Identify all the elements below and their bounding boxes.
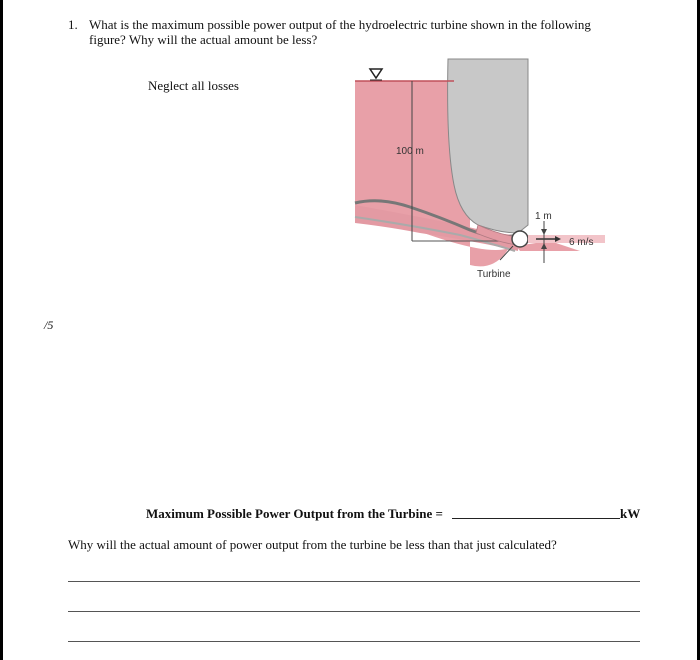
followup-question: Why will the actual amount of power output from the turbine be less than that just calculated? <box>68 537 557 552</box>
velocity-label: 6 m/s <box>569 237 594 248</box>
answer-line-3[interactable] <box>68 641 640 642</box>
diameter-label: 1 m <box>535 211 552 222</box>
answer-blank-line[interactable] <box>452 518 620 519</box>
answer-label: Maximum Possible Power Output from the Turbine = <box>146 506 443 521</box>
question-number: 1. <box>68 17 78 32</box>
turbine-label: Turbine <box>477 269 511 280</box>
hydro-turbine-figure <box>350 55 630 285</box>
neglect-note: Neglect all losses <box>148 78 239 93</box>
answer-line-1[interactable] <box>68 581 640 582</box>
surface-marker-icon <box>370 69 382 78</box>
question-text: What is the maximum possible power output of the hydroelectric turbine shown in the following figure? Why will the actual amount be less? <box>89 17 591 47</box>
turbine-icon <box>512 231 528 247</box>
answer-unit: kW <box>620 506 641 521</box>
answer-line-2[interactable] <box>68 611 640 612</box>
score-label: /5 <box>44 318 54 332</box>
left-border <box>0 0 3 660</box>
diameter-arrow-top <box>541 229 547 235</box>
height-label: 100 m <box>396 146 424 157</box>
